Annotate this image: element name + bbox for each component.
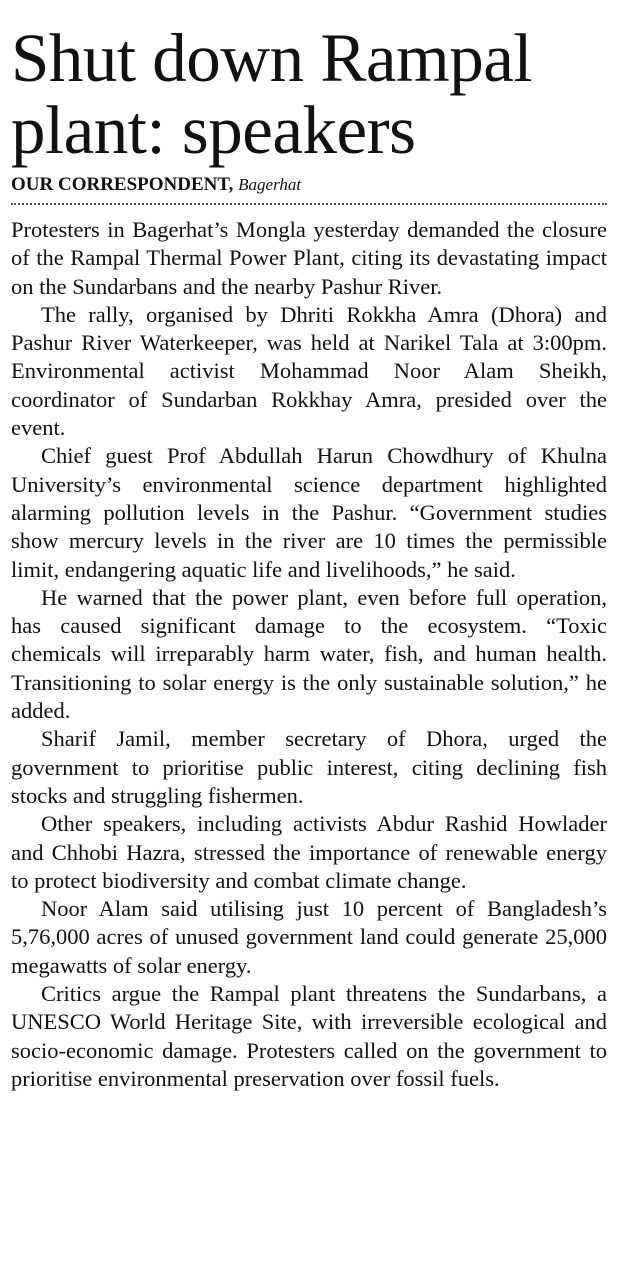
dotted-divider: [11, 203, 607, 205]
article-body: [11, 216, 607, 1093]
paragraph: Sharif Jamil, member secretary of Dhora, urged the government to prioritise public interest, citing declining fish stocks and struggling fishermen.: [11, 726, 607, 808]
headline: Shut down Rampal plant: speakers: [11, 20, 532, 168]
byline-author: OUR CORRESPONDENT,: [11, 174, 234, 195]
byline-location: Bagerhat: [238, 175, 302, 194]
paragraph: The rally, organised by Dhriti Rokkha Amra (Dhora) and Pashur River Waterkeeper, was held at Narikel Tala at 3:00pm. Environmental activist Mohammad Noor Alam Sheikh, coordinator of Sundarban Rokkhay Amra, presided over the event.: [11, 301, 607, 441]
paragraph: Other speakers, including activists Abdur Rashid Howlader and Chhobi Hazra, stressed the importance of renewable energy to protect biodiversity and combat climate change.: [11, 811, 607, 893]
paragraph: Protesters in Bagerhat’s Mongla yesterday demanded the closure of the Rampal Thermal Power Plant, citing its devastating impact on the Sundarbans and the nearby Pashur River.: [11, 217, 607, 299]
news-article: [11, 0, 607, 1093]
paragraph: He warned that the power plant, even before full operation, has caused significant damage to the ecosystem. “Toxic chemicals will irreparably harm water, fish, and human health. Transitioning to solar energy is the only sustainable solution,” he added.: [11, 584, 607, 724]
paragraph: Chief guest Prof Abdullah Harun Chowdhury of Khulna University’s environmental science department highlighted alarming pollution levels in the Pashur. “Government studies show mercury levels in the river are 10 times the permissible limit, endangering aquatic life and livelihoods,” he said.: [11, 443, 607, 582]
paragraph: Critics argue the Rampal plant threatens the Sundarbans, a UNESCO World Heritage Site, with irreversible ecological and socio-economic damage. Protesters called on the government to prioritise environmental preservation over fossil fuels.: [11, 981, 607, 1091]
byline: [11, 173, 607, 197]
paragraph: Noor Alam said utilising just 10 percent of Bangladesh’s 5,76,000 acres of unused government land could generate 25,000 megawatts of solar energy.: [11, 896, 607, 978]
